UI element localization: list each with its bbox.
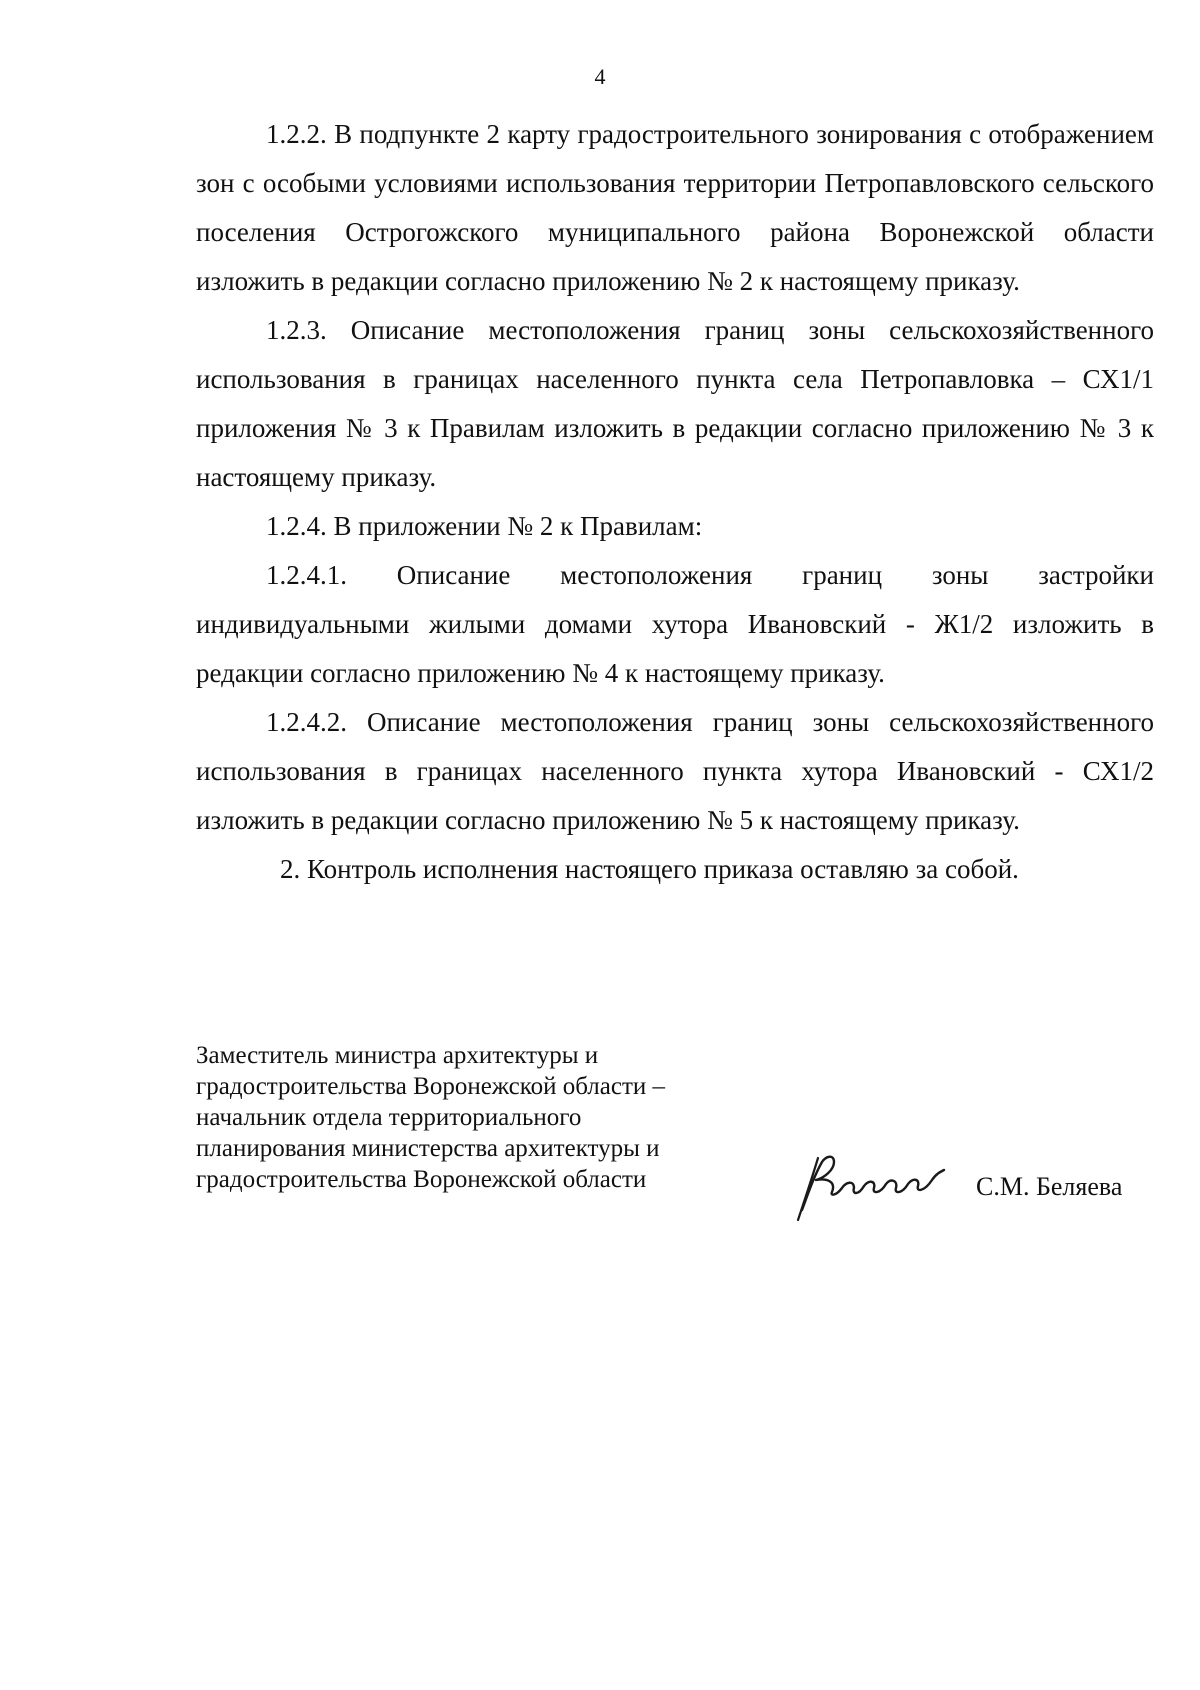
paragraph-1-2-4-2: 1.2.4.2. Описание местоположения границ зоны сельскохозяйственного использования в границах населенного пункта хутора Ивановский - СХ1/2 изложить в редакции согласно приложению № 5 к настоящему приказу.: [196, 707, 1154, 835]
page-number: 4: [594, 64, 606, 89]
paragraph-1-2-2: 1.2.2. В подпункте 2 карту градостроительного зонирования с отображением зон с особыми условиями использования территории Петропавловского сельского поселения Острогожского муниципального района Воронежской области изложить в редакции согласно приложению № 2 к настоящему приказу.: [196, 119, 1154, 296]
paragraph-1-2-4-1: 1.2.4.1. Описание местоположения границ зоны застройки индивидуальными жилыми домами хутора Ивановский - Ж1/2 изложить в редакции согласно приложению № 4 к настоящему приказу.: [196, 560, 1154, 688]
signature-block: [196, 1040, 1156, 1220]
handwritten-signature: [788, 1144, 958, 1224]
document-body: [196, 110, 1154, 894]
signer-position: Заместитель министра архитектуры и градостроительства Воронежской области – начальник отдела территориального планирования министерства архитектуры и градостроительства Воронежской области: [196, 1042, 666, 1193]
paragraph-1-2-4: 1.2.4. В приложении № 2 к Правилам:: [266, 511, 703, 541]
paragraph-1-2-3: 1.2.3. Описание местоположения границ зоны сельскохозяйственного использования в границах населенного пункта села Петропавловка – СХ1/1 приложения № 3 к Правилам изложить в редакции согласно приложению № 3 к настоящему приказу.: [196, 315, 1154, 492]
signer-name: С.М. Беляева: [976, 1172, 1123, 1201]
paragraph-2: 2. Контроль исполнения настоящего приказа оставляю за собой.: [280, 854, 1019, 884]
